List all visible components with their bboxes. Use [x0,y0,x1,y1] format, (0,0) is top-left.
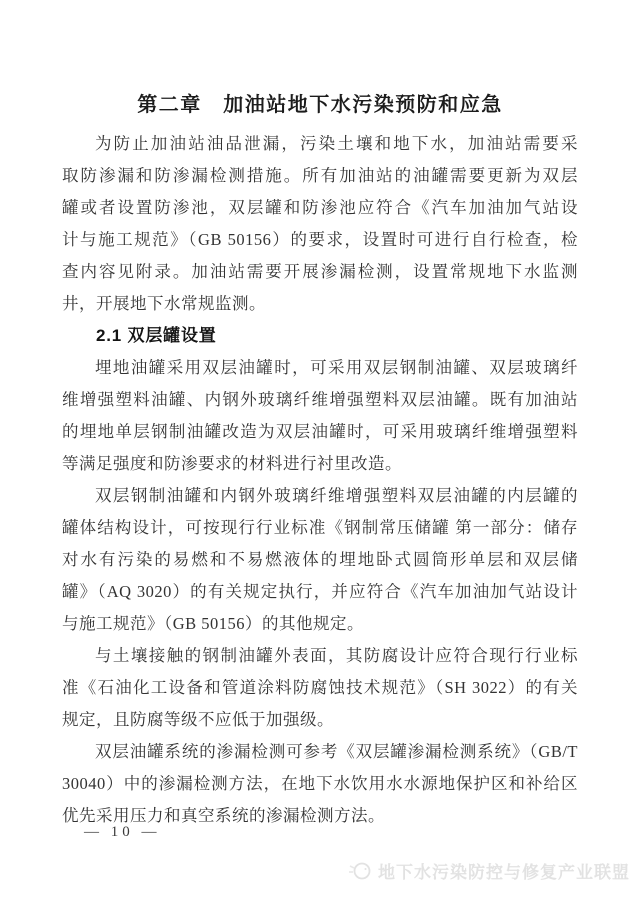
text-line: 井，开展地下水常规监测。 [62,294,266,313]
text-line: 双层油罐系统的渗漏检测可参考《双层罐渗漏检测系统》（GB/T [95,742,578,761]
alliance-logo-icon [349,860,373,882]
section-heading-2-1: 2.1 双层罐设置 [96,326,217,345]
text-line: 罐体结构设计，可按现行行业标准《钢制常压储罐 第一部分：储存 [62,518,578,537]
text-line: 对水有污染的易燃和不易燃液体的埋地卧式圆筒形单层和双层储 [62,550,578,569]
text-line: 维增强塑料油罐、内钢外玻璃纤维增强塑料双层油罐。既有加油站 [62,390,578,409]
text-line: 与土壤接触的钢制油罐外表面，其防腐设计应符合现行行业标 [95,646,578,665]
text-line: 优先采用压力和真空系统的渗漏检测方法。 [62,806,385,825]
page-number: — 10 — [84,824,161,840]
text-line: 计与施工规范》（GB 50156）的要求，设置时可进行自行检查，检 [62,230,578,249]
text-line: 取防渗漏和防渗漏检测措施。所有加油站的油罐需要更新为双层 [62,166,578,185]
text-line: 埋地油罐采用双层油罐时，可采用双层钢制油罐、双层玻璃纤 [95,358,578,377]
text-line: 30040）中的渗漏检测方法，在地下水饮用水水源地保护区和补给区 [62,774,578,793]
text-line: 等满足强度和防渗要求的材料进行衬里改造。 [62,454,402,473]
watermark-label: 地下水污染防控与修复产业联盟 [378,863,630,882]
text-line: 双层钢制油罐和内钢外玻璃纤维增强塑料双层油罐的内层罐的 [95,486,578,505]
text-line: 准《石油化工设备和管道涂料防腐蚀技术规范》（SH 3022）的有关 [62,678,578,697]
text-line: 罐或者设置防渗池，双层罐和防渗池应符合《汽车加油加气站设 [62,198,578,217]
page-title: 第二章 加油站地下水污染预防和应急 [137,94,503,116]
text-line: 的埋地单层钢制油罐改造为双层油罐时，可采用玻璃纤维增强塑料 [62,422,578,441]
watermark [349,858,630,883]
text-line: 与施工规范》（GB 50156）的其他规定。 [62,614,365,633]
text-line: 查内容见附录。加油站需要开展渗漏检测，设置常规地下水监测 [62,262,578,281]
text-line: 为防止加油站油品泄漏，污染土壤和地下水，加油站需要采 [95,134,578,153]
document-body [62,128,578,832]
text-line: 规定，且防腐等级不应低于加强级。 [62,710,334,729]
text-line: 罐》（AQ 3020）的有关规定执行，并应符合《汽车加油加气站设计 [62,582,578,601]
